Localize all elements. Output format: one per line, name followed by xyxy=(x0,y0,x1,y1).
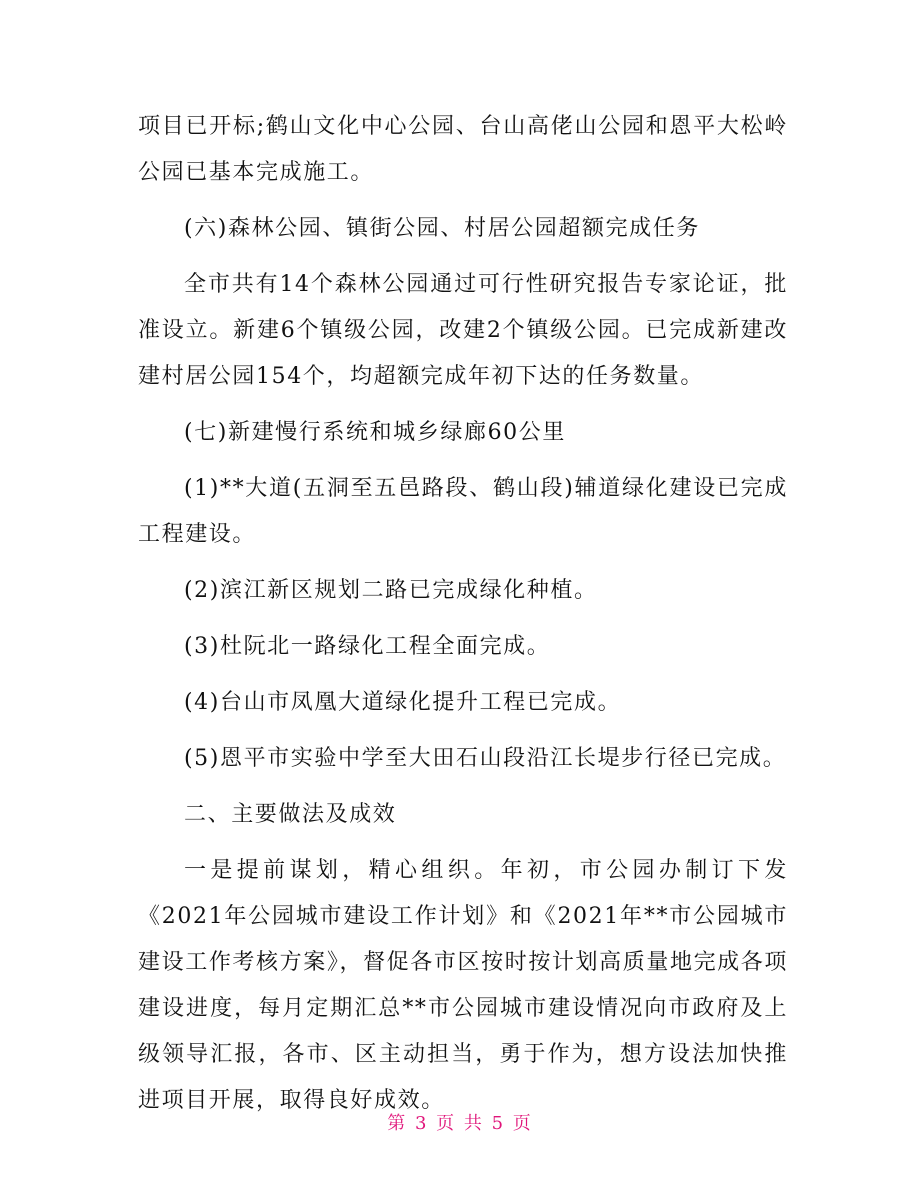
paragraph-1: 项目已开标;鹤山文化中心公园、台山高佬山公园和恩平大松岭公园已基本完成施工。 xyxy=(138,114,788,185)
paragraph-4-heading: (七)新建慢行系统和城乡绿廊60公里 xyxy=(184,420,566,445)
document-body xyxy=(138,104,788,1124)
paragraph-9-item: (5)恩平市实验中学至大田石山段沿江长堤步行径已完成。 xyxy=(184,746,787,771)
paragraph-10-section-heading: 二、主要做法及成效 xyxy=(184,802,397,827)
paragraph-6-item: (2)滨江新区规划二路已完成绿化种植。 xyxy=(184,578,598,603)
page-number-footer: 第 3 页 共 5 页 xyxy=(387,1113,533,1134)
paragraph-8-item: (4)台山市凤凰大道绿化提升工程已完成。 xyxy=(184,690,622,715)
paragraph-3: 全市共有14个森林公园通过可行性研究报告专家论证，批准设立。新建6个镇级公园，改建2个镇级公园。已完成新建改建村居公园154个，均超额完成年初下达的任务数量。 xyxy=(138,272,788,389)
paragraph-7-item: (3)杜阮北一路绿化工程全面完成。 xyxy=(184,634,551,659)
paragraph-11: 一是提前谋划，精心组织。年初，市公园办制订下发《2021年公园城市建设工作计划》和《2021年**市公园城市建设工作考核方案》，督促各市区按时按计划高质量地完成各项建设进度，每月定期汇总**市公园城市建设情况向市政府及上级领导汇报，各市、区主动担当，勇于作为，想方设法加快推进项目开展，取得良好成效。 xyxy=(138,858,788,1113)
paragraph-5-item: (1)**大道(五洞至五邑路段、鹤山段)辅道绿化建设已完成工程建设。 xyxy=(138,476,788,547)
paragraph-2-heading: (六)森林公园、镇街公园、村居公园超额完成任务 xyxy=(184,216,700,241)
